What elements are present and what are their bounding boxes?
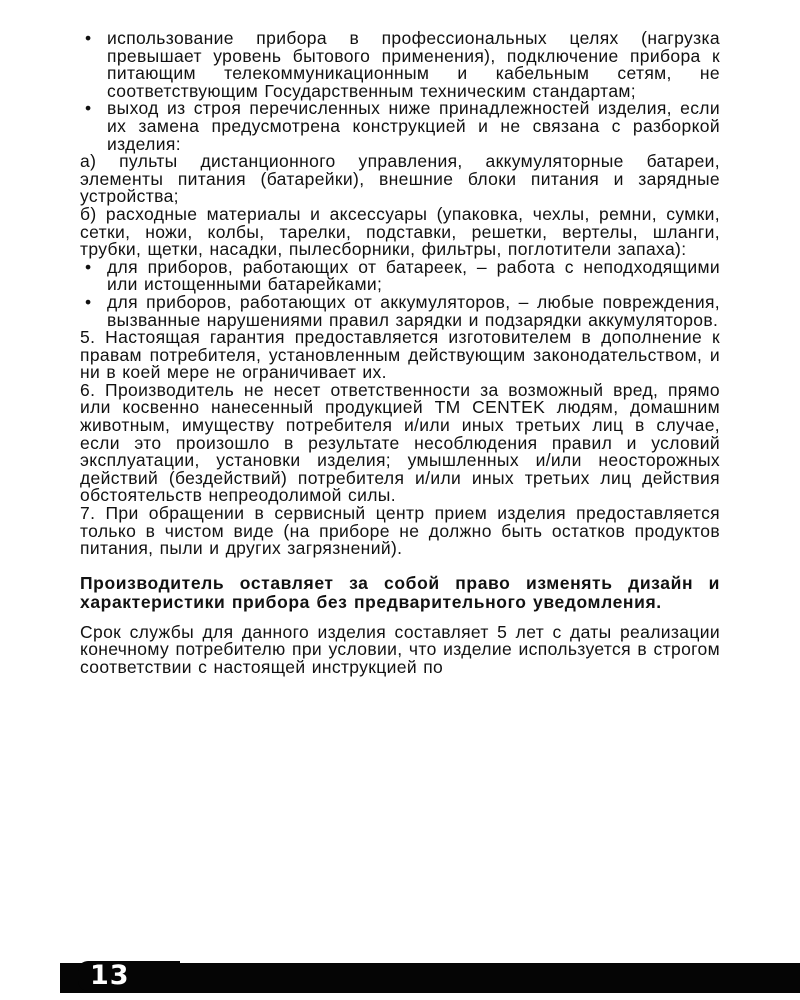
item-7-service-center: 7. При обращении в сервисный центр прием изделия предоставляется только в чистом виде (на приборе не должно быть остатков продуктов питания, пыли и других загрязнений). bbox=[80, 503, 720, 559]
manufacturer-rights-note: Производитель оставляет за собой право изменять дизайн и характеристики прибора без предварительного уведомления. bbox=[80, 572, 720, 612]
bullet-icon: • bbox=[85, 28, 92, 48]
service-life-text: Срок службы для данного изделия составляет 5 лет с даты реализации конечному потребителю при условии, что изделие используется в строгом соответствии с настоящей инструкцией по bbox=[80, 621, 720, 677]
item-b-consumables: б) расходные материалы и аксессуары (упаковка, чехлы, ремни, сумки, сетки, ножи, колбы, тарелки, подставки, решетки, вертелы, шланги, трубки, щетки, насадки, пылесборники, фильтры, поглотители запаха): bbox=[80, 203, 720, 260]
bullet-batteries: для приборов, работающих от батареек, – работа с неподходящими или истощенными батарейками; bbox=[107, 256, 720, 295]
bullet-icon: • bbox=[85, 256, 92, 277]
page-number: 13 bbox=[78, 961, 180, 991]
list-item bbox=[80, 291, 720, 330]
item-6-liability: 6. Производитель не несет ответственности за возможный вред, прямо или косвенно нанесенный продукцией ТМ CENTEK людям, домашним животным, имуществу потребителя и/или иных третьих лиц в случае, если это произошло в результате несоблюдения правил и условий эксплуатации, установки изделия; умышленных и/или неосторожных действий (бездействий) потребителя и/или иных третьих лиц действия обстоятельств непреодолимой силы. bbox=[80, 379, 720, 506]
list-item bbox=[80, 100, 720, 153]
list-item bbox=[80, 30, 720, 100]
bullet-icon: • bbox=[85, 291, 92, 312]
bullet-accessories-failure: выход из строя перечисленных ниже принадлежностей изделия, если их замена предусмотрена конструкцией и не связана с разборкой изделия: bbox=[107, 98, 720, 154]
document-body bbox=[80, 30, 720, 677]
list-item bbox=[80, 256, 720, 295]
bullet-professional-use: использование прибора в профессиональных целях (нагрузка превышает уровень бытового применения), подключение прибора к питающим телекоммуникационным и кабельным сетям, не соответствующим Государственным техническим стандартам; bbox=[107, 28, 720, 101]
bullet-accumulators: для приборов, работающих от аккумуляторов, – любые повреждения, вызванные нарушениями правил зарядки и подзарядки аккумуляторов. bbox=[107, 291, 720, 330]
bullet-icon: • bbox=[85, 98, 92, 119]
item-a-remote-controls: а) пульты дистанционного управления, аккумуляторные батареи, элементы питания (батарейки), внешние блоки питания и зарядные устройства; bbox=[80, 151, 720, 207]
item-5-warranty: 5. Настоящая гарантия предоставляется изготовителем в дополнение к правам потребителя, установленным действующим законодательством, и ни в коей мере не ограничивает их. bbox=[80, 327, 720, 383]
